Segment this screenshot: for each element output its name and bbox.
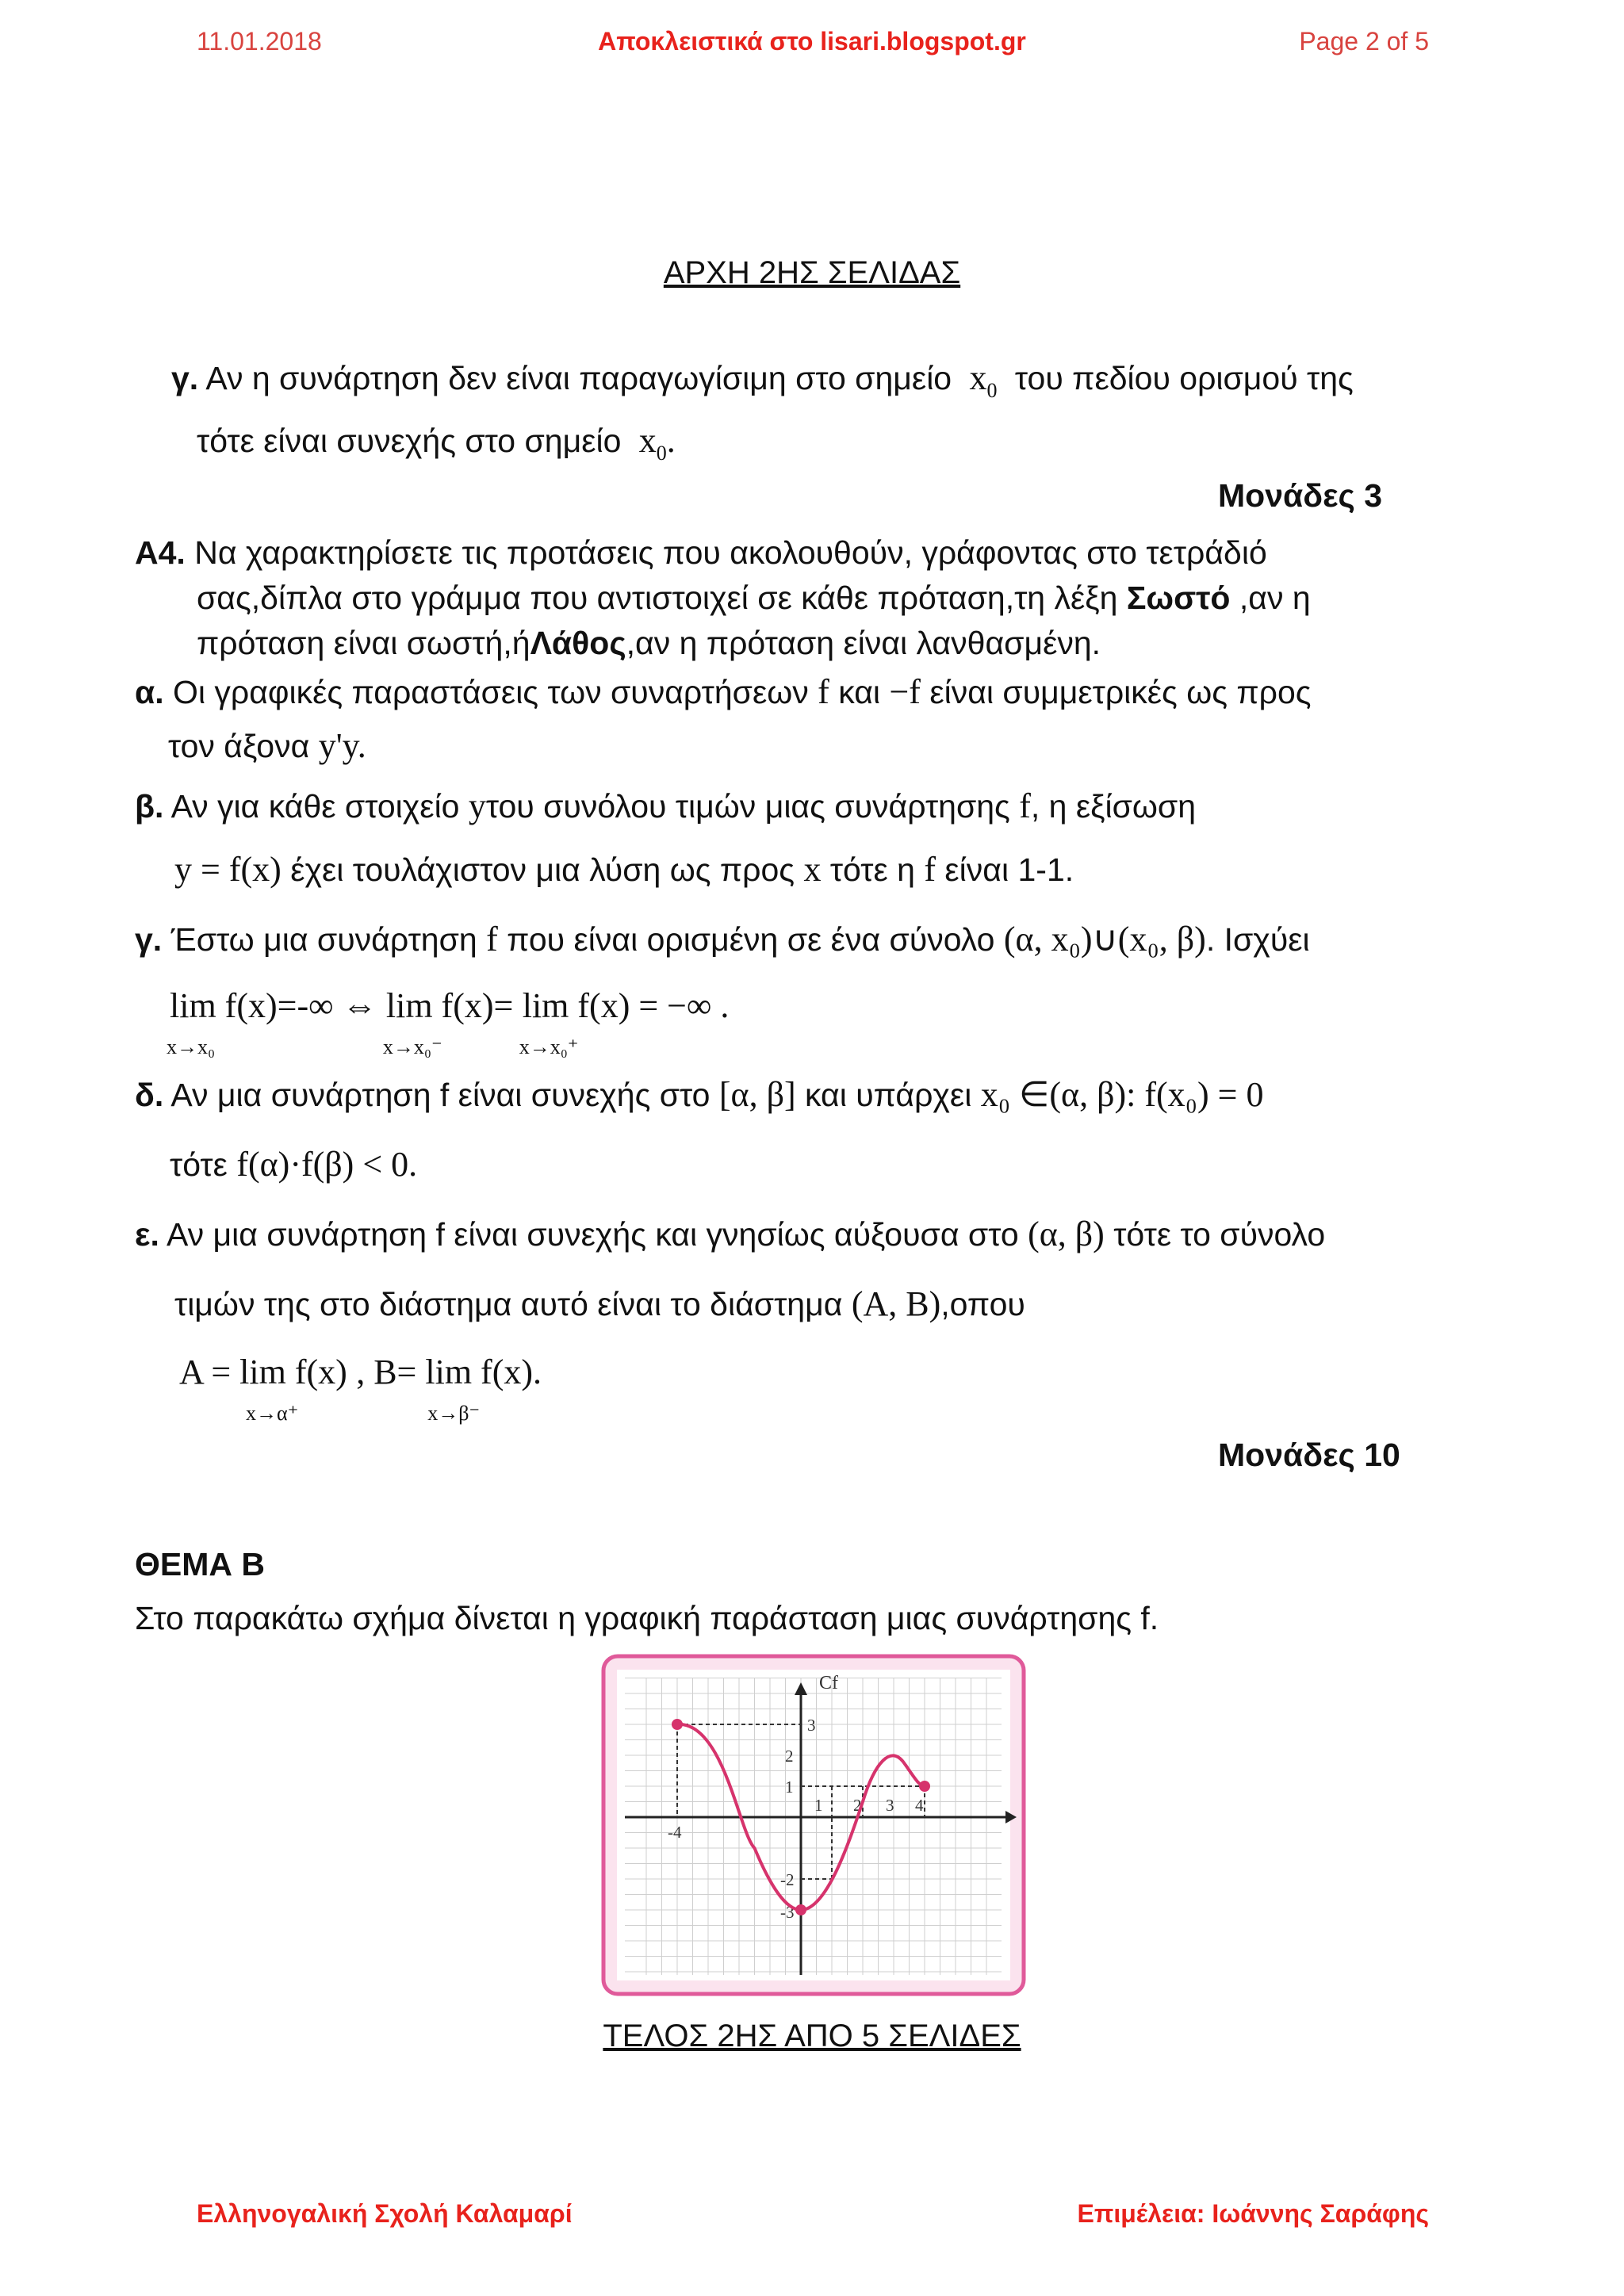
question-gamma-line2: τότε είναι συνεχής στο σημείο $x_0$. — [197, 421, 676, 465]
page-title: ΑΡΧΗ 2ΗΣ ΣΕΛΙΔΑΣ — [663, 255, 961, 290]
gamma2-limits — [167, 983, 730, 1058]
endpoint-marker — [919, 1781, 930, 1792]
alpha-line2: τον άξονα y'y. — [168, 726, 366, 765]
minimum-marker — [795, 1904, 806, 1915]
question-text: Αν η συνάρτηση δεν είναι παραγωγίσιμη στο σημείο — [205, 360, 952, 396]
tick-label: 2 — [785, 1747, 794, 1766]
question-label: γ. — [171, 360, 199, 396]
tick-label: -3 — [780, 1903, 795, 1922]
footer-school: Ελληνογαλική Σχολή Καλαμαρί — [197, 2199, 573, 2228]
limit-expression: lim f(x) = −∞ . x→x₀⁺ — [519, 986, 730, 1058]
endpoint-marker — [672, 1719, 683, 1730]
limit-expression: lim f(x)=-∞ ⇔ x→x₀ — [167, 986, 377, 1058]
tick-label: -4 — [668, 1823, 682, 1842]
tick-label: 2 — [853, 1796, 862, 1815]
alpha-line1: α. Οι γραφικές παραστάσεις των συναρτήσεων f και −f είναι συμμετρικές ως προς — [135, 672, 1312, 711]
footer-editor: Επιμέλεια: Ιωάννης Σαράφης — [1077, 2199, 1429, 2228]
section-heading: ΘΕΜΑ Β — [135, 1546, 265, 1582]
math-x0: $x_0$. — [638, 421, 676, 465]
units-10: Μονάδες 10 — [1218, 1437, 1400, 1473]
epsilon-line1: ε. Αν μια συνάρτηση f είναι συνεχής και γνησίως αύξουσα στο (α, β) τότε το σύνολο — [135, 1215, 1326, 1253]
units-3: Μονάδες 3 — [1218, 477, 1383, 514]
tick-label: 3 — [886, 1796, 894, 1815]
math-x0: $x_0$ — [969, 358, 998, 402]
graph-svg — [601, 1654, 1026, 1996]
header-date: 11.01.2018 — [197, 27, 322, 55]
gamma2-line1: γ. Έστω μια συνάρτηση f που είναι ορισμένη σε ένα σύνολο (α, x₀)∪(x₀, β). Ισχύει — [135, 920, 1310, 959]
limit-expression: , Β= lim f(x). x→β⁻ — [356, 1353, 542, 1425]
question-gamma-line1 — [171, 355, 1354, 406]
section-intro: Στο παρακάτω σχήμα δίνεται η γραφική παράσταση μιας συνάρτησης f. — [135, 1600, 1159, 1636]
a4-line3: πρόταση είναι σωστή,ήΛάθος,αν η πρόταση είναι λανθασμένη. — [197, 625, 1101, 661]
tick-label: 4 — [915, 1796, 924, 1815]
delta-line2: τότε f(α)·f(β) < 0. — [170, 1145, 418, 1184]
limit-expression: Α = lim f(x) x→α⁺ — [179, 1353, 347, 1425]
beta-line2: y = f(x) έχει τουλάχιστον μια λύση ως προς x τότε η f είναι 1-1. — [174, 850, 1074, 889]
limit-expression: lim f(x)= x→x₀⁻ — [382, 986, 514, 1058]
a4-line1: Α4. Να χαρακτηρίσετε τις προτάσεις που ακολουθούν, γράφοντας στο τετράδιό — [135, 534, 1267, 571]
tick-label: 1 — [785, 1777, 794, 1797]
question-text-end: του πεδίου ορισμού της — [1014, 360, 1354, 396]
curve-label: Cf — [819, 1673, 838, 1693]
header-source: Αποκλειστικά στο lisari.blogspot.gr — [598, 27, 1026, 55]
beta-line1: β. Αν για κάθε στοιχείο yτου συνόλου τιμών μιας συνάρτησης f, η εξίσωση — [135, 786, 1197, 825]
page-end-note: ΤΕΛΟΣ 2ΗΣ ΑΠΟ 5 ΣΕΛΙΔΕΣ — [603, 2019, 1021, 2053]
header-page-number: Page 2 of 5 — [1299, 27, 1429, 55]
delta-line1: δ. Αν μια συνάρτηση f είναι συνεχής στο [α, β] και υπάρχει x₀ ∈(α, β): f(x₀) = 0 — [135, 1075, 1264, 1114]
epsilon-formula — [179, 1349, 542, 1425]
function-graph — [601, 1654, 1026, 1996]
epsilon-line2: τιμών της στο διάστημα αυτό είναι το διάστημα (Α, Β),οπου — [174, 1284, 1025, 1323]
tick-label: 1 — [814, 1796, 823, 1815]
tick-label: -2 — [780, 1870, 795, 1889]
tick-label: 3 — [807, 1716, 816, 1735]
a4-line2: σας,δίπλα στο γράμμα που αντιστοιχεί σε κάθε πρόταση,τη λέξη Σωστό ,αν η — [197, 580, 1311, 616]
